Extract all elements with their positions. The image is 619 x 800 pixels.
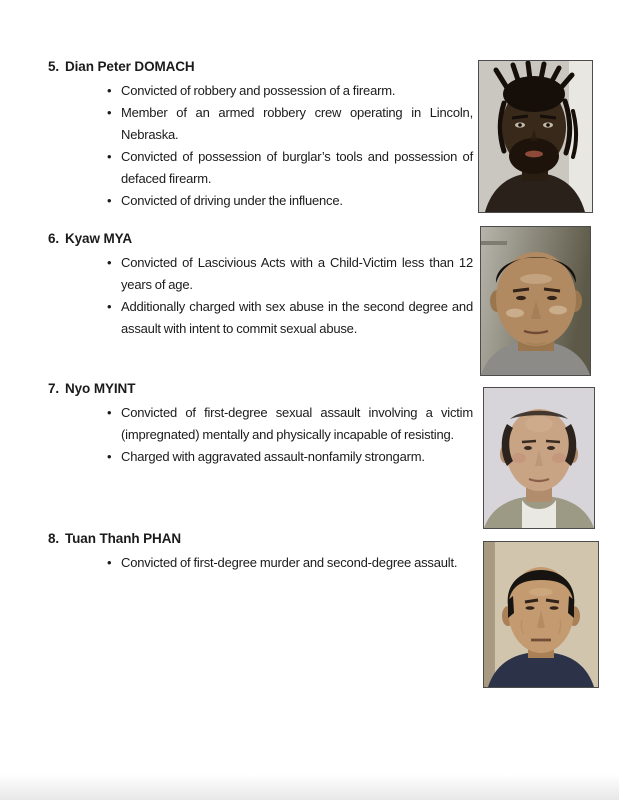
mugshot-photo-myint	[483, 387, 595, 529]
person-heading	[48, 56, 473, 78]
list-item	[121, 146, 473, 190]
cheek-shine	[549, 306, 567, 315]
bullet-line: • Convicted of driving under the influence.	[121, 193, 343, 208]
mugshot-mya-svg	[481, 227, 590, 375]
mugshot-photo-phan	[483, 541, 599, 688]
forehead-shine	[525, 416, 553, 432]
bullet-line: • Convicted of Lascivious Acts with a Child-Victim less than 12	[121, 255, 473, 270]
mugshot-photo-mya	[480, 226, 591, 376]
person-number: 8.	[48, 531, 60, 546]
bullet-line: • Convicted of first-degree murder and second-degree assault.	[121, 555, 458, 570]
bullet-line: • Additionally charged with sex abuse in the second degree and	[121, 299, 473, 314]
frame-shadow	[493, 542, 495, 687]
person-section-7	[48, 378, 473, 468]
mugshot-myint-svg	[484, 388, 594, 528]
person-name: Tuan Thanh PHAN	[65, 531, 181, 546]
person-number: 6.	[48, 231, 60, 246]
bullet-line: (impregnated) mentally and physically incapable of resisting.	[121, 427, 454, 442]
door-frame	[484, 542, 493, 687]
cheek	[512, 453, 526, 463]
wall-line	[481, 241, 507, 245]
offense-list	[48, 252, 473, 340]
offense-list	[48, 80, 473, 212]
list-item	[121, 102, 473, 146]
list-item	[121, 296, 473, 340]
offense-list	[48, 552, 473, 574]
person-heading	[48, 528, 473, 550]
bullet-line: • Convicted of robbery and possession of a firearm.	[121, 83, 396, 98]
cheek-shine	[506, 309, 524, 318]
bullet-line: years of age.	[121, 277, 193, 292]
forehead-shine	[520, 274, 552, 284]
bullet-line: assault with intent to commit sexual abuse.	[121, 321, 358, 336]
bullet-line: • Convicted of possession of burglar’s tools and possession of	[121, 149, 473, 164]
page-bottom-shade	[0, 774, 619, 800]
list-item	[121, 402, 473, 446]
bullet-line: • Charged with aggravated assault-nonfamily strongarm.	[121, 449, 425, 464]
person-number: 5.	[48, 59, 60, 74]
cheek	[552, 453, 566, 463]
mugshot-photo-domach	[478, 60, 593, 213]
person-number: 7.	[48, 381, 60, 396]
bullet-line: Nebraska.	[121, 127, 179, 142]
list-item	[121, 190, 473, 212]
list-item	[121, 552, 473, 574]
list-item	[121, 252, 473, 296]
list-item	[121, 80, 473, 102]
person-section-6	[48, 228, 473, 340]
bullet-line: • Member of an armed robbery crew operating in Lincoln,	[121, 105, 473, 120]
mugshot-phan-svg	[484, 542, 598, 687]
bullet-line: defaced firearm.	[121, 171, 212, 186]
mugshot-domach-svg	[479, 61, 592, 212]
offense-list	[48, 402, 473, 468]
person-section-5	[48, 56, 473, 212]
hair-crown	[503, 76, 565, 112]
person-heading	[48, 228, 473, 250]
person-name: Kyaw MYA	[65, 231, 132, 246]
forehead-shine	[529, 588, 553, 596]
person-name: Dian Peter DOMACH	[65, 59, 195, 74]
bullet-line: • Convicted of first-degree sexual assault involving a victim	[121, 405, 473, 420]
list-item	[121, 446, 473, 468]
person-heading	[48, 378, 473, 400]
lips	[525, 151, 543, 158]
person-name: Nyo MYINT	[65, 381, 136, 396]
person-section-8	[48, 528, 473, 574]
